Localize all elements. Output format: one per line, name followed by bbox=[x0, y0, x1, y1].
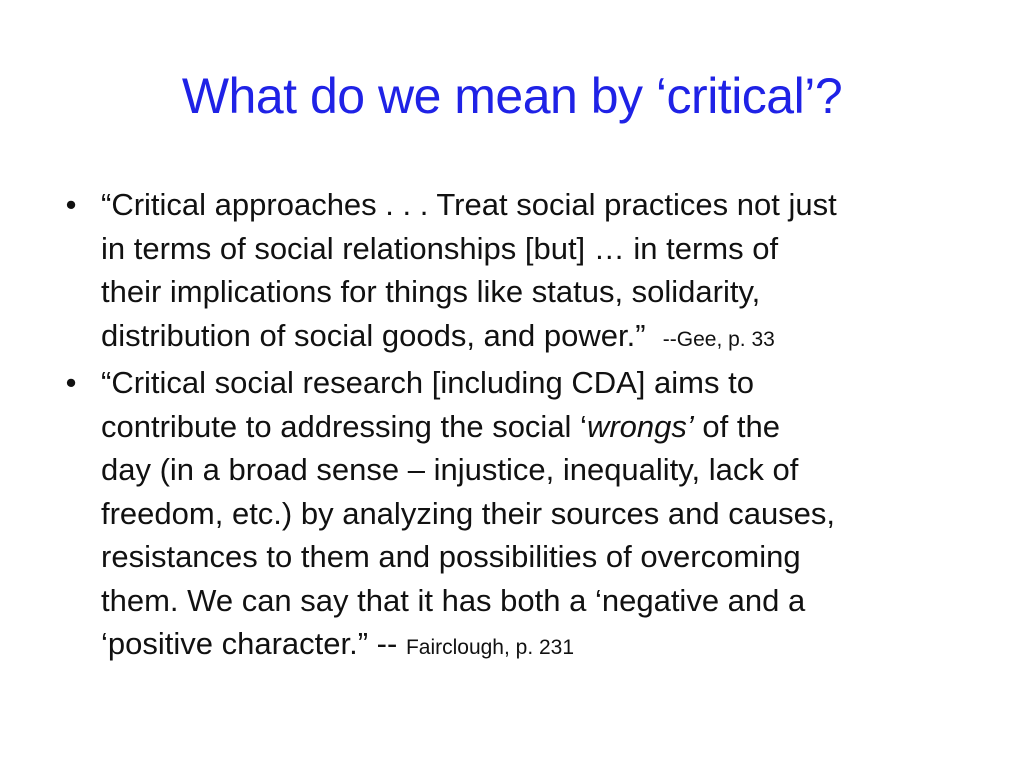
quote-text: distribution of social goods, and power.” bbox=[101, 317, 646, 353]
quote-line: in terms of social relationships [but] … in terms of bbox=[101, 230, 779, 266]
quote-line bbox=[101, 314, 970, 362]
citation-gee: --Gee, p. 33 bbox=[662, 327, 775, 351]
quote-line: freedom, etc.) by analyzing their sources and causes, bbox=[101, 495, 836, 531]
emphasized-word: wrongs’ bbox=[586, 408, 694, 444]
bullet-item-fairclough bbox=[60, 361, 970, 670]
quote-line bbox=[101, 405, 970, 449]
quote-line: their implications for things like status, solidarity, bbox=[101, 274, 761, 309]
bullet-icon: • bbox=[65, 187, 77, 222]
bullet-item-gee bbox=[60, 183, 970, 361]
quote-line: them. We can say that it has both a ‘negative and a bbox=[101, 582, 806, 618]
quote-text: of the bbox=[693, 408, 780, 444]
bullet-icon: • bbox=[65, 365, 77, 400]
quote-line bbox=[101, 622, 970, 670]
citation-fairclough: Fairclough, p. 231 bbox=[405, 636, 575, 659]
quote-line: resistances to them and possibilities of overcoming bbox=[101, 539, 801, 574]
bullet-list bbox=[60, 183, 970, 670]
slide-title: What do we mean by ‘critical’? bbox=[181, 68, 843, 124]
quote-line: “Critical social research [including CDA] aims to bbox=[101, 365, 754, 400]
quote-line: day (in a broad sense – injustice, inequality, lack of bbox=[101, 452, 799, 487]
quote-text: contribute to addressing the social ‘ bbox=[101, 408, 587, 444]
citation-spacer bbox=[646, 318, 663, 353]
quote-text: ‘positive character.” -- bbox=[101, 626, 406, 661]
quote-line: “Critical approaches . . . Treat social practices not just bbox=[101, 187, 837, 222]
